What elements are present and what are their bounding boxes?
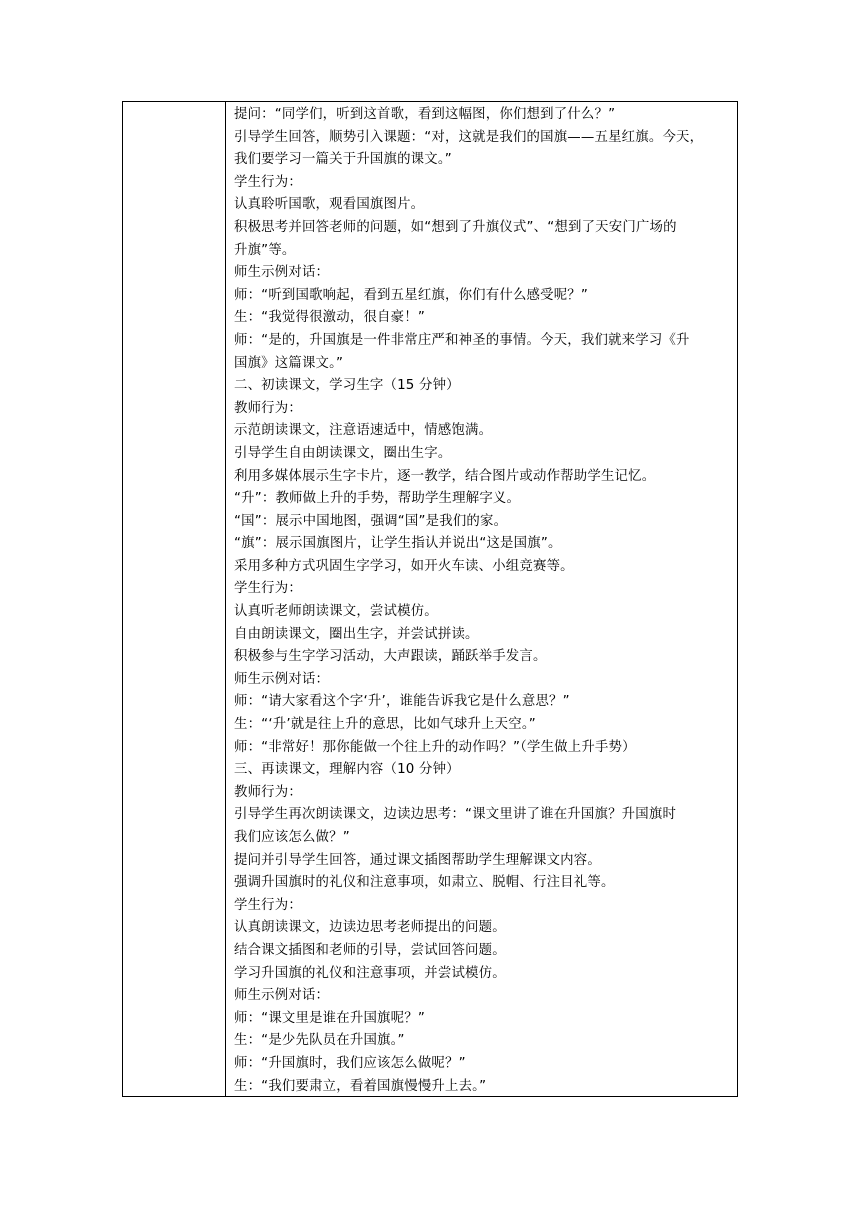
text-line: “升”：教师做上升的手势，帮助学生理解字义。 [234, 491, 521, 507]
dialogue-line: 师：“请大家看这个字‘升’，谁能告诉我它是什么意思？” [234, 694, 570, 710]
dialogue-line: 国旗》这篇课文。” [234, 355, 344, 371]
text-line: 利用多媒体展示生字卡片，逐一教学，结合图片或动作帮助学生记忆。 [234, 468, 656, 484]
section-label: 教师行为： [234, 400, 302, 416]
section-label: 师生示例对话： [234, 988, 330, 1004]
dialogue-line: 师：“升国旗时，我们应该怎么做呢？” [234, 1055, 466, 1071]
text-line: 积极参与生字学习活动，大声跟读，踊跃举手发言。 [234, 649, 547, 665]
dialogue-line: 生：“是少先队员在升国旗。” [234, 1033, 405, 1049]
text-line: 提问：“同学们，听到这首歌，看到这幅图，你们想到了什么？” [234, 107, 616, 122]
section-label: 师生示例对话： [234, 671, 330, 687]
left-column-cell [123, 102, 226, 1096]
text-line: 示范朗读课文，注意语速适中，情感饱满。 [234, 423, 493, 439]
text-line: 引导学生再次朗读课文，边读边思考：“课文里讲了谁在升国旗？升国旗时 [234, 807, 677, 823]
section-label: 学生行为： [234, 897, 302, 913]
text-line: 自由朗读课文，圈出生字，并尝试拼读。 [234, 626, 479, 642]
dialogue-line: 师：“听到国歌响起，看到五星红旗，你们有什么感受呢？” [234, 287, 589, 303]
dialogue-line: 生：“我们要肃立，看着国旗慢慢升上去。” [234, 1078, 487, 1094]
lesson-table [122, 101, 738, 1097]
text-line: 结合课文插图和老师的引导，尝试回答问题。 [234, 942, 506, 958]
text-line: 强调升国旗时的礼仪和注意事项，如肃立、脱帽、行注目礼等。 [234, 875, 615, 891]
section-label: 教师行为： [234, 784, 302, 800]
text-line: 引导学生自由朗读课文，圈出生字。 [234, 445, 452, 461]
text-line: “国”：展示中国地图，强调“国”是我们的家。 [234, 513, 508, 529]
content-cell [226, 102, 737, 1096]
section-label: 学生行为： [234, 581, 302, 597]
text-line: 采用多种方式巩固生字学习，如开火车读、小组竞赛等。 [234, 558, 574, 574]
text-line: 认真聆听国歌，观看国旗图片。 [234, 197, 425, 213]
dialogue-line: 师：“课文里是谁在升国旗呢？” [234, 1010, 425, 1026]
text-line: 认真朗读课文，边读边思考老师提出的问题。 [234, 920, 506, 936]
text-line: 引导学生回答，顺势引入课题：“对，这就是我们的国旗——五星红旗。今天， [234, 129, 704, 145]
dialogue-line: 师：“非常好！那你能做一个往上升的动作吗？”（学生做上升手势） [234, 739, 636, 755]
dialogue-line: 生：“我觉得很激动，很自豪！” [234, 310, 425, 326]
dialogue-line: 师：“是的，升国旗是一件非常庄严和神圣的事情。今天，我们就来学习《升 [234, 332, 690, 348]
section-label: 师生示例对话： [234, 265, 330, 281]
text-line: 提问并引导学生回答，通过课文插图帮助学生理解课文内容。 [234, 852, 601, 868]
text-line: 积极思考并回答老师的问题，如“想到了升旗仪式”、“想到了天安门广场的 [234, 219, 677, 235]
text-line: “旗”：展示国旗图片，让学生指认并说出“这是国旗”。 [234, 536, 562, 552]
text-line: 升旗”等。 [234, 242, 296, 258]
text-line: 我们要学习一篇关于升国旗的课文。” [234, 152, 452, 168]
text-line: 学习升国旗的礼仪和注意事项，并尝试模仿。 [234, 965, 506, 981]
dialogue-line: 生：“‘升’就是往上升的意思，比如气球升上天空。” [234, 717, 536, 733]
text-line: 我们应该怎么做？” [234, 830, 350, 845]
text-line: 认真听老师朗读课文，尝试模仿。 [234, 604, 438, 620]
section-label: 学生行为： [234, 174, 302, 190]
section-heading: 三、再读课文，理解内容（10 分钟） [234, 762, 460, 778]
section-heading: 二、初读课文，学习生字（15 分钟） [234, 378, 460, 394]
